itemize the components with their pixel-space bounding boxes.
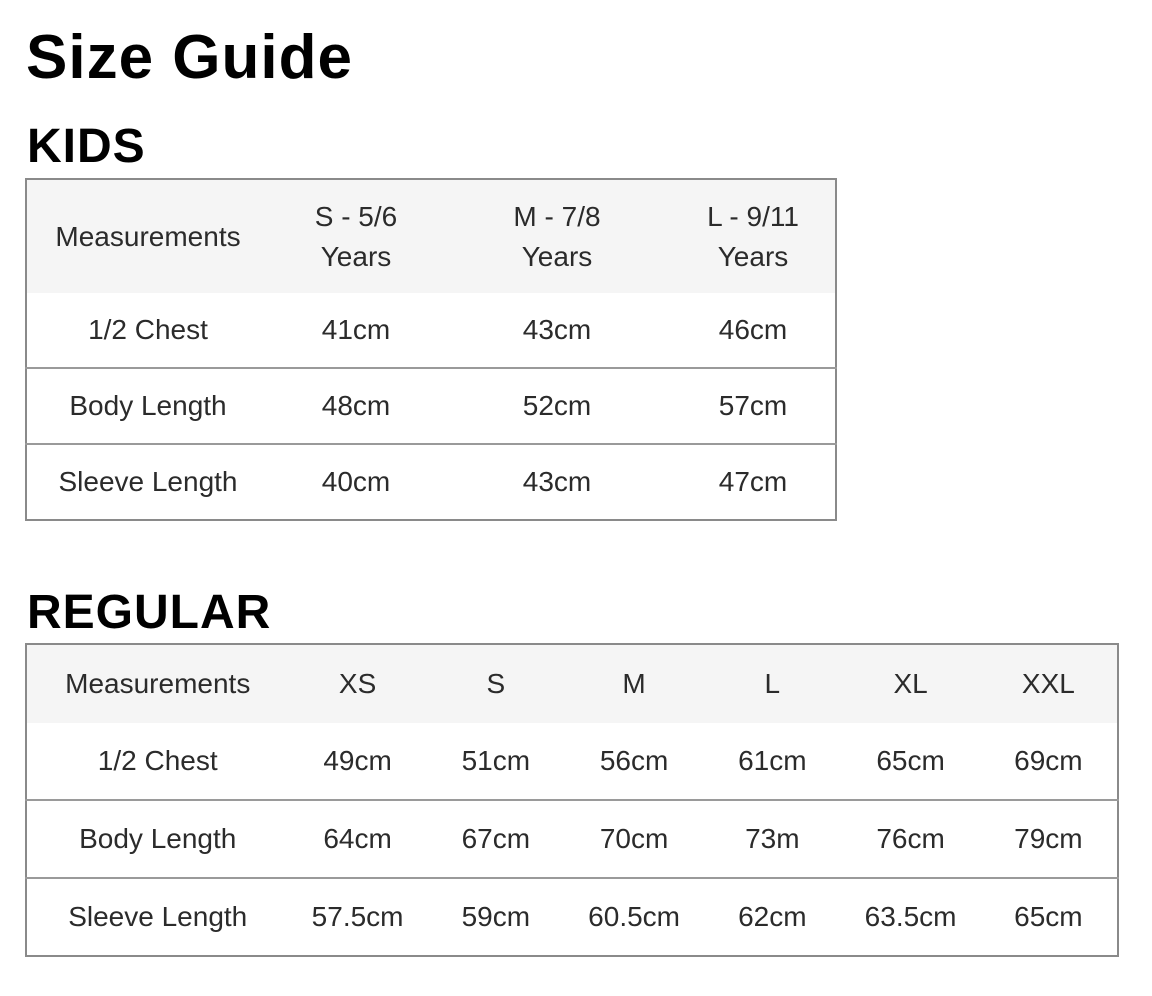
table-cell: 52cm [443,368,671,444]
table-cell: 69cm [1014,745,1083,776]
measurements-header: Measurements [26,179,269,293]
table-cell: 59cm [427,878,565,956]
kids-size-table [25,178,837,521]
size-header-m [443,179,671,293]
size-header-xxl: XXL [980,644,1118,723]
measurements-header: Measurements [26,644,288,723]
size-header-s [269,179,443,293]
row-label: 1/2 Chest [88,314,208,345]
table-cell: 63.5cm [841,878,979,956]
table-cell: 70cm [565,800,703,878]
table-cell: 67cm [427,800,565,878]
row-label: 1/2 Chest [97,745,218,776]
regular-section-heading: REGULAR [27,586,272,639]
size-header-xs: XS [288,644,426,723]
row-label: Body Length [26,800,288,878]
table-row [26,368,836,444]
size-label: L - 9/11 [707,200,799,232]
table-cell: 49cm [323,745,392,776]
table-cell: 65cm [980,878,1118,956]
table-cell: 56cm [599,745,669,776]
size-header-l [671,179,836,293]
table-cell: 62cm [703,878,841,956]
table-row [26,444,836,520]
table-cell: 79cm [980,800,1118,878]
table-cell: 60.5cm [565,878,703,956]
table-cell: 76cm [841,800,979,878]
table-cell: 46cm [718,314,788,345]
size-unit: Years [320,240,392,272]
table-cell: 65cm [876,745,945,776]
row-label: Sleeve Length [26,878,288,956]
table-cell: 40cm [269,444,443,520]
table-cell: 57.5cm [288,878,426,956]
table-header-row [26,644,1118,723]
size-unit: Years [521,240,593,272]
table-row [26,878,1118,956]
table-cell: 73m [703,800,841,878]
size-header-xl: XL [841,644,979,723]
row-label: Body Length [26,368,269,444]
table-cell: 51cm [461,745,531,776]
table-cell: 64cm [288,800,426,878]
size-header-s: S [427,644,565,723]
table-cell: 43cm [522,314,592,345]
size-header-m: M [565,644,703,723]
row-label: Sleeve Length [26,444,269,520]
table-row [26,800,1118,878]
table-cell: 57cm [671,368,836,444]
regular-size-table [25,643,1119,957]
size-label: S - 5/6 [314,200,398,232]
table-cell: 47cm [671,444,836,520]
page-title: Size Guide [26,23,353,92]
table-header-row [26,179,836,293]
table-cell: 48cm [269,368,443,444]
table-row [26,293,836,368]
table-cell: 43cm [443,444,671,520]
table-cell: 41cm [321,314,391,345]
size-header-l: L [703,644,841,723]
table-cell: 61cm [738,745,807,776]
size-label: M - 7/8 [513,200,601,232]
size-unit: Years [717,240,789,272]
table-row [26,723,1118,800]
kids-section-heading: KIDS [27,120,146,173]
